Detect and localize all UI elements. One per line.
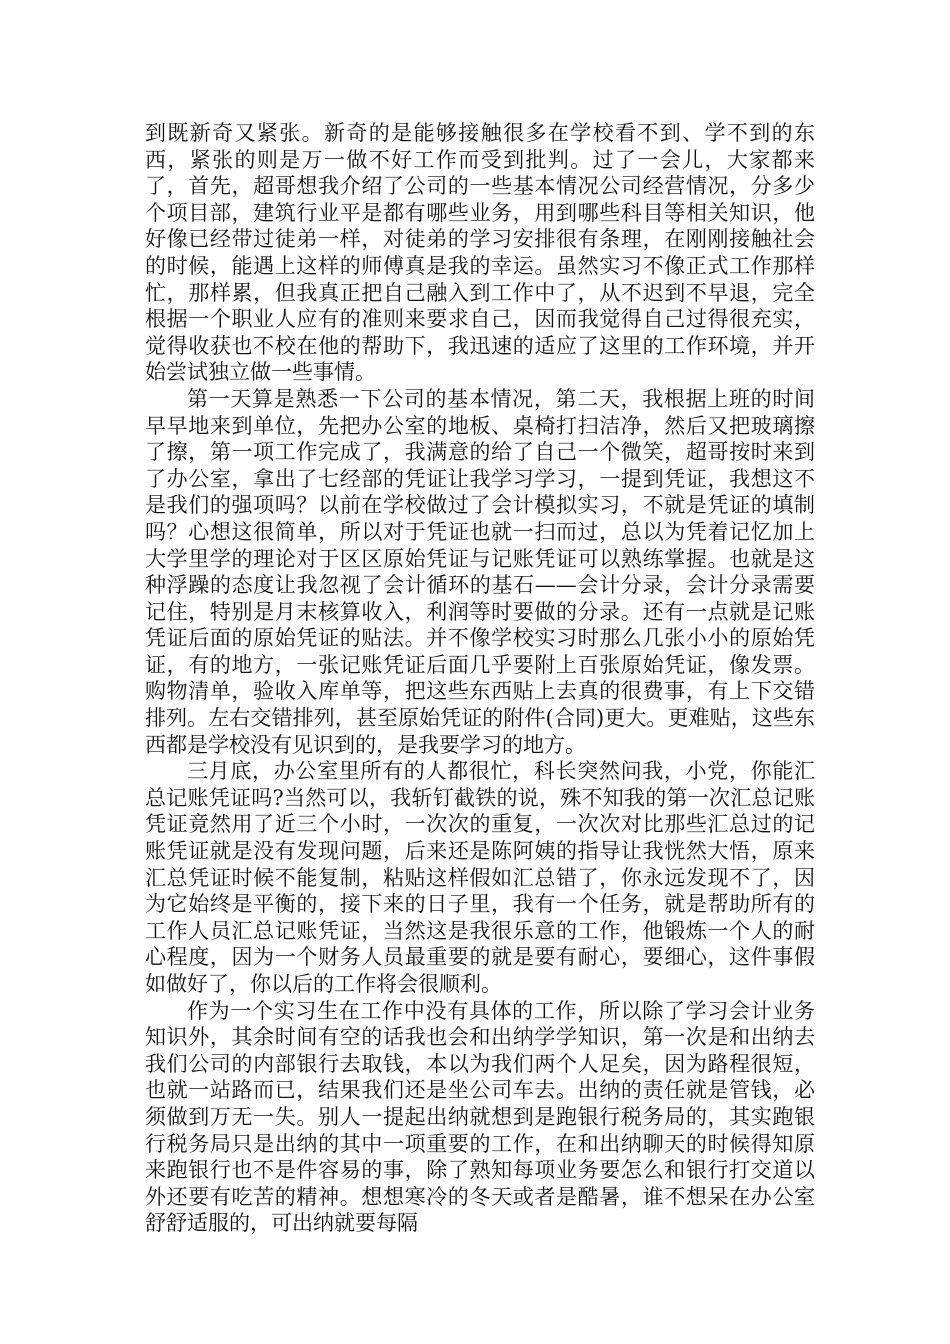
paragraph-end-of-march: 三月底，办公室里所有的人都很忙，科长突然问我，小党，你能汇总记账凭证吗?当然可以，我斩钉截铁的说，殊不知我的第一次汇总记账凭证竟然用了近三个小时，一次次的重复，一次次对比那些汇总过的记账凭证就是没有发现问题，后来还是陈阿姨的指导让我恍然大悟，原来汇总凭证时候不能复制，粘贴这样假如汇总错了，你永远发现不了，因为它始终是平衡的，接下来的日子里，我有一个任务，就是帮助所有的工作人员汇总记账凭证，当然这是我很乐意的工作，他锻炼一个人的耐心程度，因为一个财务人员最重要的就是要有耐心，要细心，这件事假如做好了，你以后的工作将会很顺利。 [145,759,815,996]
paragraph-first-day: 第一天算是熟悉一下公司的基本情况，第二天，我根据上班的时间早早地来到单位，先把办公室的地板、桌椅打扫洁净，然后又把玻璃擦了擦，第一项工作完成了，我满意的给了自己一个微笑，超哥按时来到了办公室，拿出了七经部的凭证让我学习学习，一提到凭证，我想这不是我们的强项吗？以前在学校做过了会计模拟实习，不就是凭证的填制吗？心想这很简单，所以对于凭证也就一扫而过，总以为凭着记忆加上大学里学的理论对于区区原始凭证与记账凭证可以熟练掌握。也就是这种浮躁的态度让我忽视了会计循环的基石——会计分录，会计分录需要记住，特别是月末核算收入，利润等时要做的分录。还有一点就是记账凭证后面的原始凭证的贴法。并不像学校实习时那么几张小小的原始凭证，有的地方，一张记账凭证后面几乎要附上百张原始凭证，像发票。购物清单，验收入库单等，把这些东西贴上去真的很费事，有上下交错排列。左右交错排列，甚至原始凭证的附件(合同)更大。更难贴，这些东西都是学校没有见识到的，是我要学习的地方。 [145,386,815,757]
paragraph-cashier: 作为一个实习生在工作中没有具体的工作，所以除了学习会计业务知识外，其余时间有空的话我也会和出纳学学知识，第一次是和出纳去我们公司的内部银行去取钱，本以为我们两个人足矣，因为路程很短，也就一站路而已，结果我们还是坐公司车去。出纳的责任就是管钱，必须做到万无一失。别人一提起出纳就想到是跑银行税务局的，其实跑银行税务局只是出纳的其中一项重要的工作，在和出纳聊天的时候得知原来跑银行也不是件容易的事，除了熟知每项业务要怎么和银行打交道以外还要有吃苦的精神。想想寒冷的冬天或者是酷暑，谁不想呆在办公室舒舒适服的，可出纳就要每隔 [145,998,815,1236]
paragraph-continuation: 到既新奇又紧张。新奇的是能够接触很多在学校看不到、学不到的东西，紧张的则是万一做不好工作而受到批判。过了一会儿，大家都来了，首先，超哥想我介绍了公司的一些基本情况公司经营情况，分多少个项目部，建筑行业平是都有哪些业务，用到哪些科目等相关知识，他好像已经带过徒弟一样，对徒弟的学习安排很有条理，在刚刚接触社会的时候，能遇上这样的师傅真是我的幸运。虽然实习不像正式工作那样忙，那样累，但我真正把自己融入到工作中了，从不迟到不早退，完全根据一个职业人应有的准则来要求自己，因而我觉得自己过得很充实，觉得收获也不校在他的帮助下，我迅速的适应了这里的工作环境，并开始尝试独立做一些事情。 [145,121,815,385]
document-body [145,120,815,1237]
